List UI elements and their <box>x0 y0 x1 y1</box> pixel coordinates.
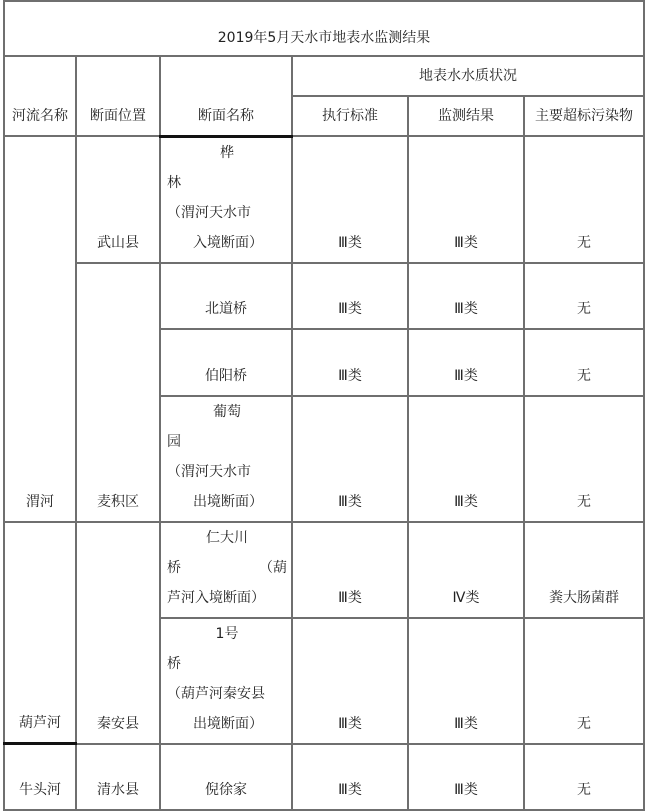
standard-cell: Ⅲ类 <box>292 396 408 522</box>
table-row <box>4 522 644 618</box>
water-quality-table <box>3 0 645 811</box>
table-row <box>4 263 644 329</box>
section-cell: 倪徐家 <box>160 744 292 810</box>
result-cell: Ⅲ类 <box>408 263 524 329</box>
section-cell <box>160 396 292 522</box>
standard-cell: Ⅲ类 <box>292 618 408 744</box>
pollutant-cell: 无 <box>524 618 644 744</box>
header-section: 断面名称 <box>160 56 292 136</box>
pollutant-cell: 粪大肠菌群 <box>524 522 644 618</box>
header-location: 断面位置 <box>76 56 160 136</box>
location-cell: 清水县 <box>76 744 160 810</box>
section-cell <box>160 136 292 263</box>
result-cell: Ⅲ类 <box>408 136 524 263</box>
header-result: 监测结果 <box>408 96 524 136</box>
result-cell: Ⅳ类 <box>408 522 524 618</box>
section-name: 仁大川 桥 （葫 芦河入境断面） <box>167 529 287 606</box>
pollutant-cell: 无 <box>524 329 644 396</box>
standard-cell: Ⅲ类 <box>292 263 408 329</box>
result-cell: Ⅲ类 <box>408 329 524 396</box>
pollutant-cell: 无 <box>524 263 644 329</box>
header-river: 河流名称 <box>4 56 76 136</box>
result-cell: Ⅲ类 <box>408 396 524 522</box>
header-quality-group: 地表水水质状况 <box>292 56 644 96</box>
section-cell <box>160 522 292 618</box>
pollutant-cell: 无 <box>524 136 644 263</box>
table-title: 2019年5月天水市地表水监测结果 <box>4 1 644 56</box>
title-row <box>4 1 644 56</box>
section-name: 葡萄 园 （渭河天水市 出境断面） <box>167 403 263 510</box>
section-cell: 伯阳桥 <box>160 329 292 396</box>
pollutant-cell: 无 <box>524 744 644 810</box>
river-cell: 牛头河 <box>4 744 76 810</box>
river-cell: 葫芦河 <box>4 522 76 744</box>
standard-cell: Ⅲ类 <box>292 136 408 263</box>
header-standard: 执行标准 <box>292 96 408 136</box>
section-name: 桦 林 （渭河天水市 入境断面） <box>167 144 263 251</box>
section-cell <box>160 618 292 744</box>
location-cell: 麦积区 <box>76 263 160 522</box>
standard-cell: Ⅲ类 <box>292 329 408 396</box>
standard-cell: Ⅲ类 <box>292 522 408 618</box>
report-page <box>3 0 643 804</box>
section-name: 1号 桥 （葫芦河秦安县 出境断面） <box>167 625 265 732</box>
standard-cell: Ⅲ类 <box>292 744 408 810</box>
header-row-1 <box>4 56 644 96</box>
table-row <box>4 744 644 810</box>
pollutant-cell: 无 <box>524 396 644 522</box>
result-cell: Ⅲ类 <box>408 618 524 744</box>
table-row <box>4 136 644 263</box>
location-cell: 武山县 <box>76 136 160 263</box>
section-cell: 北道桥 <box>160 263 292 329</box>
result-cell: Ⅲ类 <box>408 744 524 810</box>
location-cell: 秦安县 <box>76 522 160 744</box>
header-pollutant: 主要超标污染物 <box>524 96 644 136</box>
river-cell: 渭河 <box>4 136 76 522</box>
